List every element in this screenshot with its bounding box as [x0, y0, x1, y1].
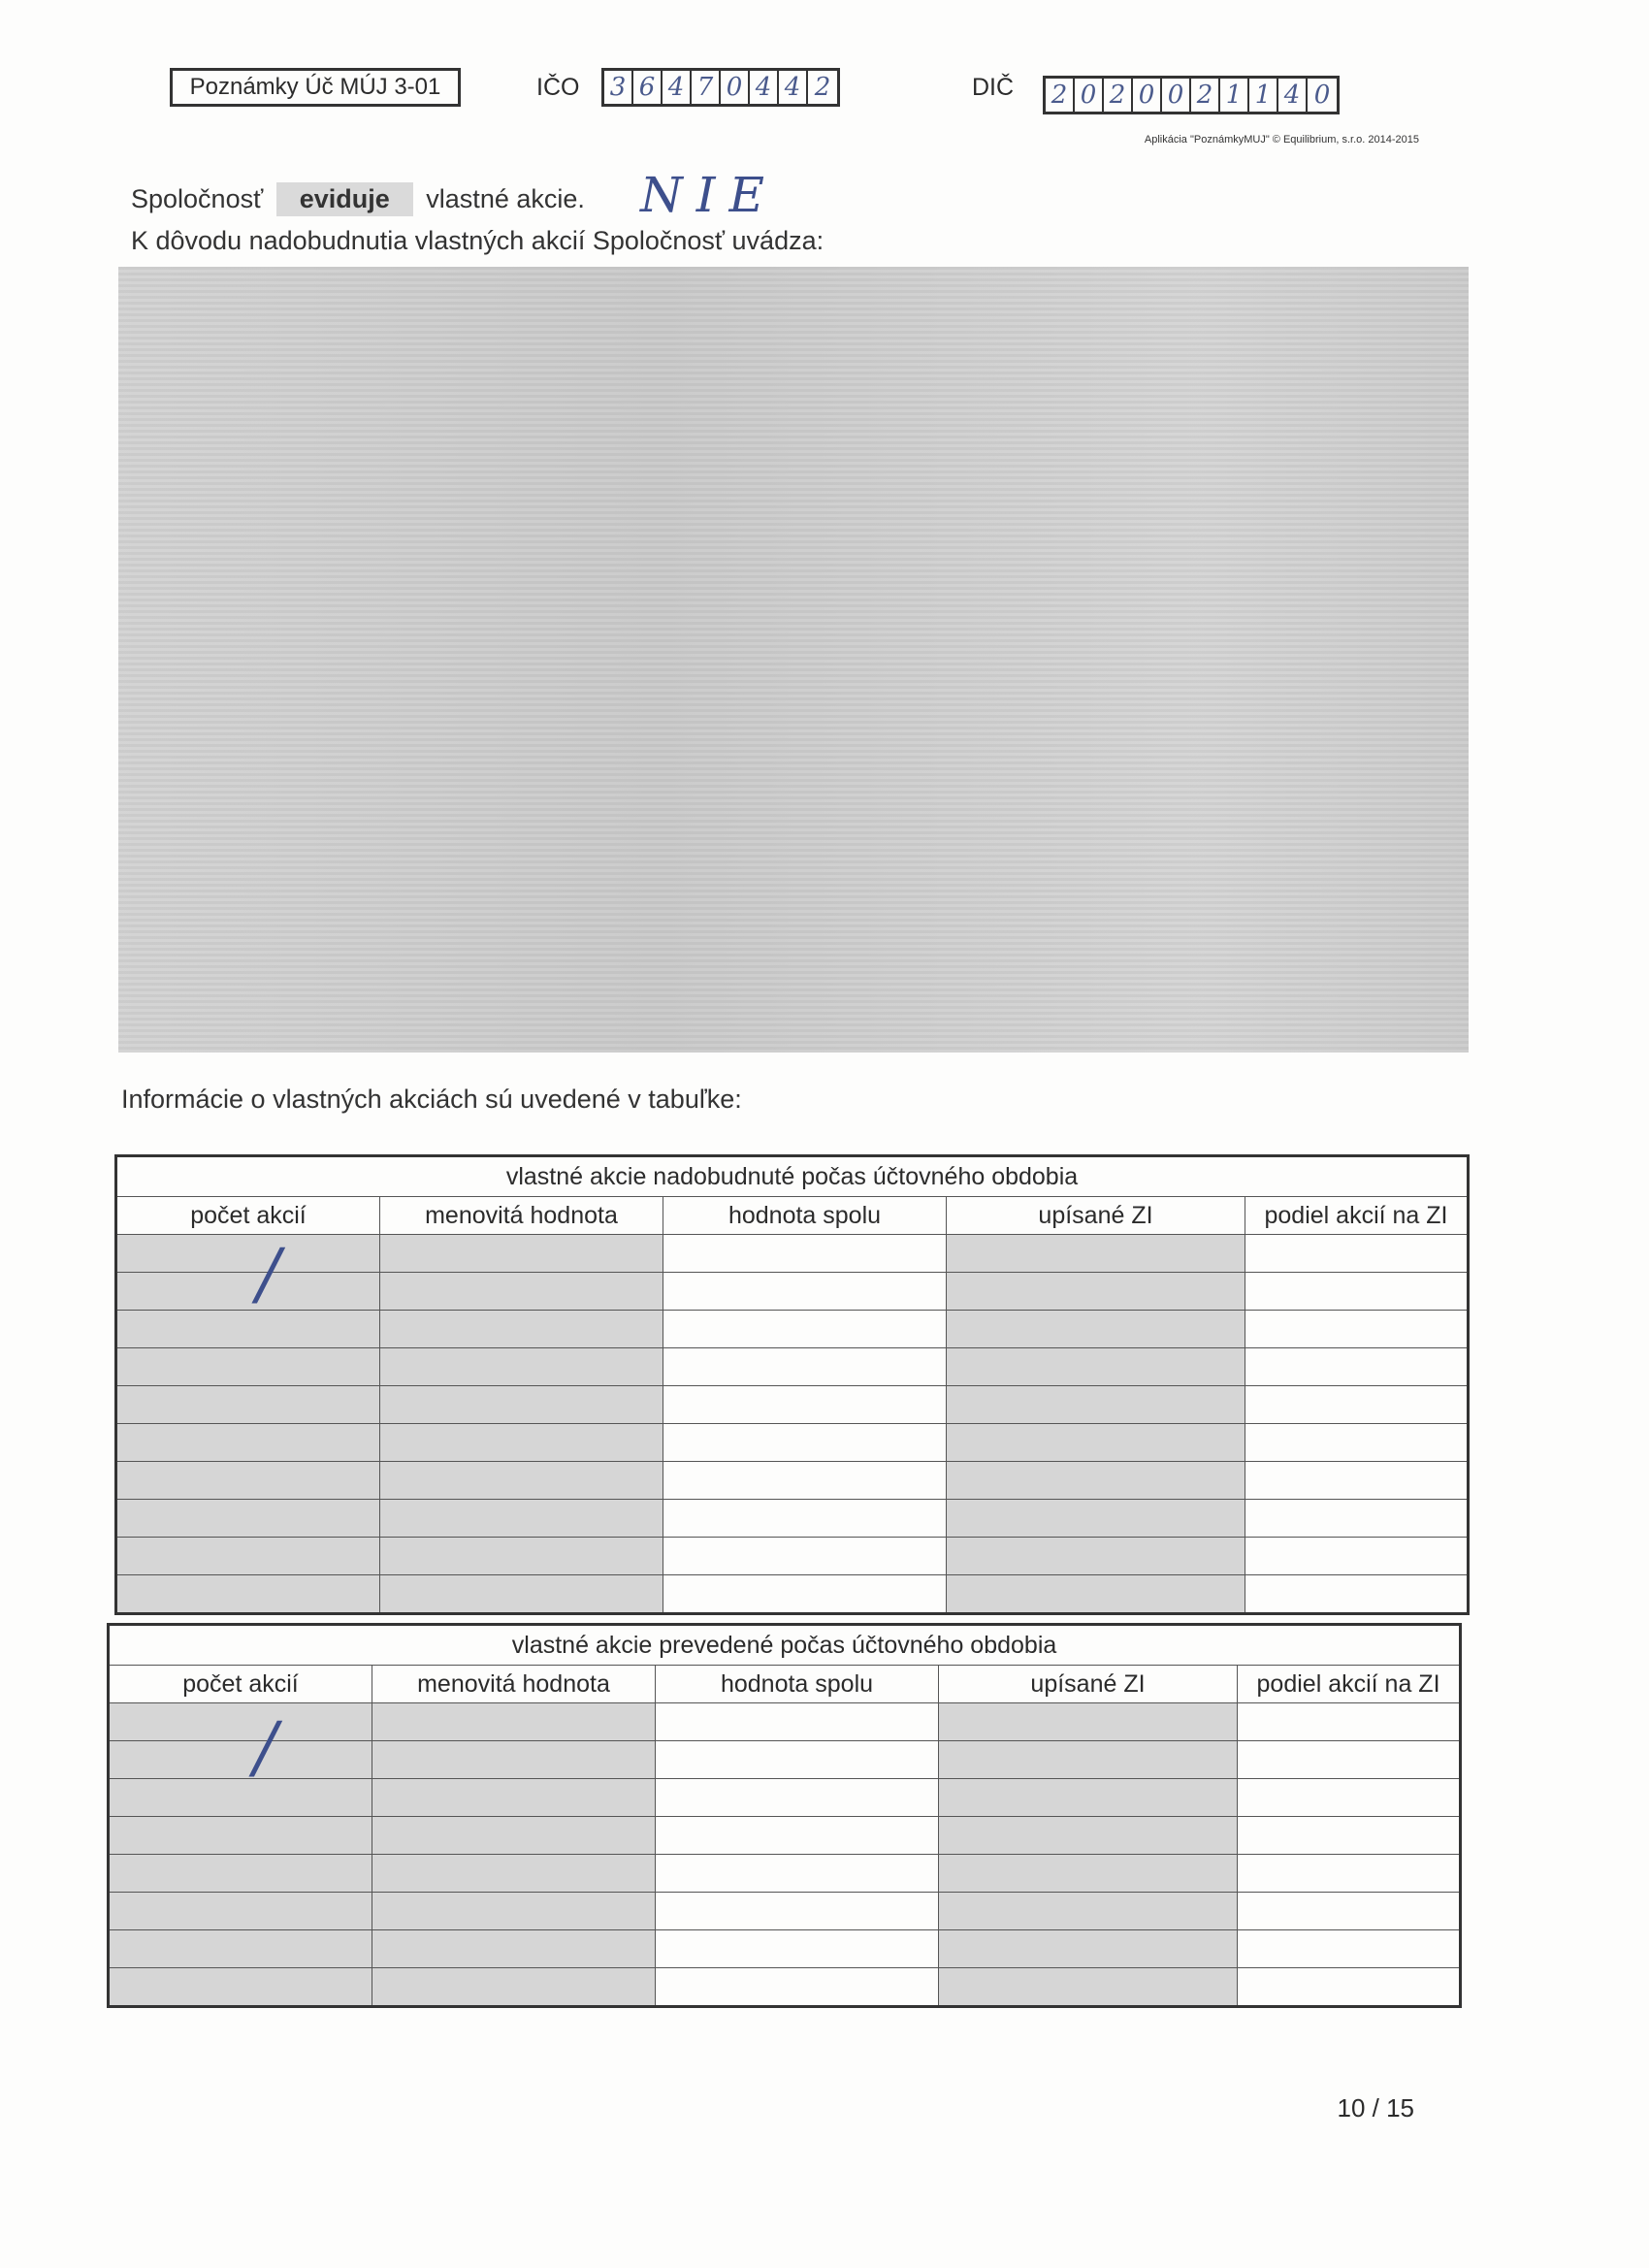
transferred-cell: [372, 1968, 656, 2007]
transferred-cell: [939, 1855, 1238, 1893]
acquired-row: [116, 1348, 1469, 1386]
dic-digit-box: 0: [1133, 79, 1162, 112]
acquired-col-count: počet akcií: [116, 1197, 380, 1235]
acquired-cell: [380, 1500, 663, 1538]
acquired-cell: [380, 1311, 663, 1348]
acquired-cell: [663, 1348, 947, 1386]
dic-digit-box: 0: [1313, 81, 1331, 110]
acquired-cell: [1245, 1462, 1469, 1500]
transferred-cell: [109, 1893, 372, 1930]
acquired-cell: [380, 1348, 663, 1386]
form-title: Poznámky Úč MÚJ 3-01: [170, 68, 461, 107]
transferred-row: [109, 1817, 1461, 1855]
transferred-cell: [656, 1817, 939, 1855]
page-number: 10 / 15: [1337, 2093, 1414, 2122]
transferred-col-nominal: menovitá hodnota: [372, 1666, 656, 1703]
table-intro: Informácie o vlastných akciách sú uvedené v tabuľke:: [121, 1085, 742, 1114]
acquired-cell: [663, 1311, 947, 1348]
acquired-row: [116, 1311, 1469, 1348]
acquired-cell: [116, 1538, 380, 1575]
acquired-cell: [116, 1273, 380, 1311]
transferred-cell: [656, 1703, 939, 1741]
acquired-cell: [1245, 1575, 1469, 1614]
transferred-cell: [656, 1968, 939, 2007]
dic-digit-box: 4: [1278, 79, 1308, 112]
transferred-cell: [109, 1817, 372, 1855]
acquired-cell: [380, 1575, 663, 1614]
transferred-cell: [1238, 1855, 1461, 1893]
transferred-shares-table: [107, 1623, 1462, 2008]
acquired-row: [116, 1424, 1469, 1462]
redacted-area: [118, 267, 1469, 1053]
handwritten-note: NIE: [640, 167, 778, 223]
acquired-cell: [1245, 1235, 1469, 1273]
acquired-col-subscribed: upísané ZI: [947, 1197, 1245, 1235]
acquired-cell: [947, 1311, 1245, 1348]
transferred-cell: [109, 1741, 372, 1779]
acquired-row: [116, 1235, 1469, 1273]
acquired-cell: [947, 1538, 1245, 1575]
company-suffix: vlastné akcie.: [426, 184, 585, 213]
acquired-row: [116, 1500, 1469, 1538]
transferred-cell: [939, 1703, 1238, 1741]
acquired-row: [116, 1575, 1469, 1614]
dic-digit-box: 2: [1191, 79, 1220, 112]
transferred-cell: [1238, 1817, 1461, 1855]
ico-digit-box: 6: [633, 71, 663, 104]
acquired-rows: [116, 1235, 1469, 1614]
ico-digit-box: 4: [779, 71, 808, 104]
acquired-row: [116, 1538, 1469, 1575]
acquired-row: [116, 1462, 1469, 1500]
transferred-cell: [1238, 1703, 1461, 1741]
acquired-cell: [380, 1462, 663, 1500]
transferred-cell: [656, 1779, 939, 1817]
transferred-cell: [656, 1855, 939, 1893]
acquired-cell: [116, 1424, 380, 1462]
acquired-empty-mark: /: [257, 1234, 280, 1313]
transferred-cell: [109, 1855, 372, 1893]
transferred-row: [109, 1855, 1461, 1893]
transferred-cell: [372, 1817, 656, 1855]
transferred-cell: [939, 1893, 1238, 1930]
acquired-cell: [380, 1235, 663, 1273]
transferred-col-count: počet akcií: [109, 1666, 372, 1703]
transferred-cell: [939, 1968, 1238, 2007]
acquired-cell: [116, 1235, 380, 1273]
transferred-cell: [1238, 1893, 1461, 1930]
transferred-caption: vlastné akcie prevedené počas účtovného obdobia: [109, 1625, 1461, 1666]
acquired-cell: [947, 1424, 1245, 1462]
ico-field: [601, 68, 840, 107]
acquired-col-total: hodnota spolu: [663, 1197, 947, 1235]
acquired-cell: [380, 1386, 663, 1424]
dic-digit-box: 2: [1104, 79, 1133, 112]
acquired-cell: [116, 1575, 380, 1614]
transferred-cell: [1238, 1779, 1461, 1817]
transferred-cell: [939, 1741, 1238, 1779]
acquired-cell: [947, 1575, 1245, 1614]
transferred-cell: [109, 1779, 372, 1817]
acquired-cell: [1245, 1348, 1469, 1386]
ico-label: IČO: [536, 74, 580, 101]
acquired-cell: [947, 1235, 1245, 1273]
ico-digit-box: 2: [814, 73, 831, 102]
acquired-cell: [116, 1311, 380, 1348]
transferred-row: [109, 1893, 1461, 1930]
acquired-cell: [663, 1500, 947, 1538]
acquired-cell: [380, 1424, 663, 1462]
acquired-cell: [1245, 1424, 1469, 1462]
transferred-cell: [109, 1968, 372, 2007]
transferred-row: [109, 1703, 1461, 1741]
dic-label: DIČ: [972, 74, 1015, 101]
transferred-col-share: podiel akcií na ZI: [1238, 1666, 1461, 1703]
acquired-cell: [663, 1575, 947, 1614]
acquired-cell: [947, 1273, 1245, 1311]
ico-digit-box: 7: [692, 71, 721, 104]
transferred-cell: [372, 1741, 656, 1779]
acquired-cell: [947, 1462, 1245, 1500]
acquired-cell: [663, 1273, 947, 1311]
transferred-cell: [109, 1703, 372, 1741]
acquired-cell: [1245, 1273, 1469, 1311]
acquired-cell: [1245, 1500, 1469, 1538]
company-prefix: Spoločnosť: [131, 184, 264, 213]
reason-line: K dôvodu nadobudnutia vlastných akcií Spoločnosť uvádza:: [131, 226, 824, 255]
acquired-row: [116, 1386, 1469, 1424]
transferred-cell: [939, 1817, 1238, 1855]
acquired-cell: [116, 1462, 380, 1500]
acquired-shares-table: [114, 1154, 1470, 1615]
dic-digit-box: 1: [1220, 79, 1249, 112]
transferred-row: [109, 1741, 1461, 1779]
transferred-rows: [109, 1703, 1461, 2007]
transferred-cell: [372, 1703, 656, 1741]
transferred-cell: [656, 1930, 939, 1968]
transferred-cell: [939, 1930, 1238, 1968]
acquired-cell: [116, 1348, 380, 1386]
transferred-cell: [656, 1741, 939, 1779]
dic-digit-box: 0: [1075, 79, 1104, 112]
acquired-col-nominal: menovitá hodnota: [380, 1197, 663, 1235]
acquired-cell: [663, 1235, 947, 1273]
acquired-cell: [663, 1462, 947, 1500]
transferred-row: [109, 1930, 1461, 1968]
dic-digit-box: 0: [1162, 79, 1191, 112]
acquired-col-share: podiel akcií na ZI: [1245, 1197, 1469, 1235]
acquired-cell: [947, 1386, 1245, 1424]
acquired-cell: [116, 1500, 380, 1538]
transferred-cell: [372, 1893, 656, 1930]
acquired-cell: [663, 1386, 947, 1424]
transferred-cell: [1238, 1968, 1461, 2007]
transferred-row: [109, 1779, 1461, 1817]
acquired-cell: [663, 1538, 947, 1575]
transferred-col-subscribed: upísané ZI: [939, 1666, 1238, 1703]
acquired-cell: [116, 1386, 380, 1424]
ico-digit-box: 0: [721, 71, 750, 104]
transferred-cell: [372, 1930, 656, 1968]
transferred-cell: [939, 1779, 1238, 1817]
acquired-cell: [380, 1538, 663, 1575]
company-status-chip: eviduje: [276, 182, 413, 216]
transferred-row: [109, 1968, 1461, 2007]
acquired-cell: [1245, 1311, 1469, 1348]
transferred-cell: [109, 1930, 372, 1968]
transferred-cell: [1238, 1930, 1461, 1968]
acquired-cell: [1245, 1386, 1469, 1424]
acquired-row: [116, 1273, 1469, 1311]
transferred-cell: [372, 1855, 656, 1893]
acquired-cell: [663, 1424, 947, 1462]
dic-digit-box: 1: [1249, 79, 1278, 112]
acquired-cell: [947, 1348, 1245, 1386]
ico-digit-box: 4: [750, 71, 779, 104]
dic-field: [1043, 76, 1340, 114]
transferred-empty-mark: /: [254, 1707, 277, 1787]
acquired-cell: [1245, 1538, 1469, 1575]
acquired-caption: vlastné akcie nadobudnuté počas účtovného obdobia: [116, 1156, 1469, 1197]
transferred-col-total: hodnota spolu: [656, 1666, 939, 1703]
transferred-cell: [656, 1893, 939, 1930]
acquired-cell: [380, 1273, 663, 1311]
ico-digit-box: 4: [663, 71, 692, 104]
own-shares-statement: [131, 182, 585, 216]
app-credit: Aplikácia "PoznámkyMUJ" © Equilibrium, s.r.o. 2014-2015: [1144, 134, 1419, 146]
dic-digit-box: 2: [1046, 79, 1075, 112]
transferred-cell: [1238, 1741, 1461, 1779]
transferred-cell: [372, 1779, 656, 1817]
acquired-cell: [947, 1500, 1245, 1538]
ico-digit-box: 3: [604, 71, 633, 104]
